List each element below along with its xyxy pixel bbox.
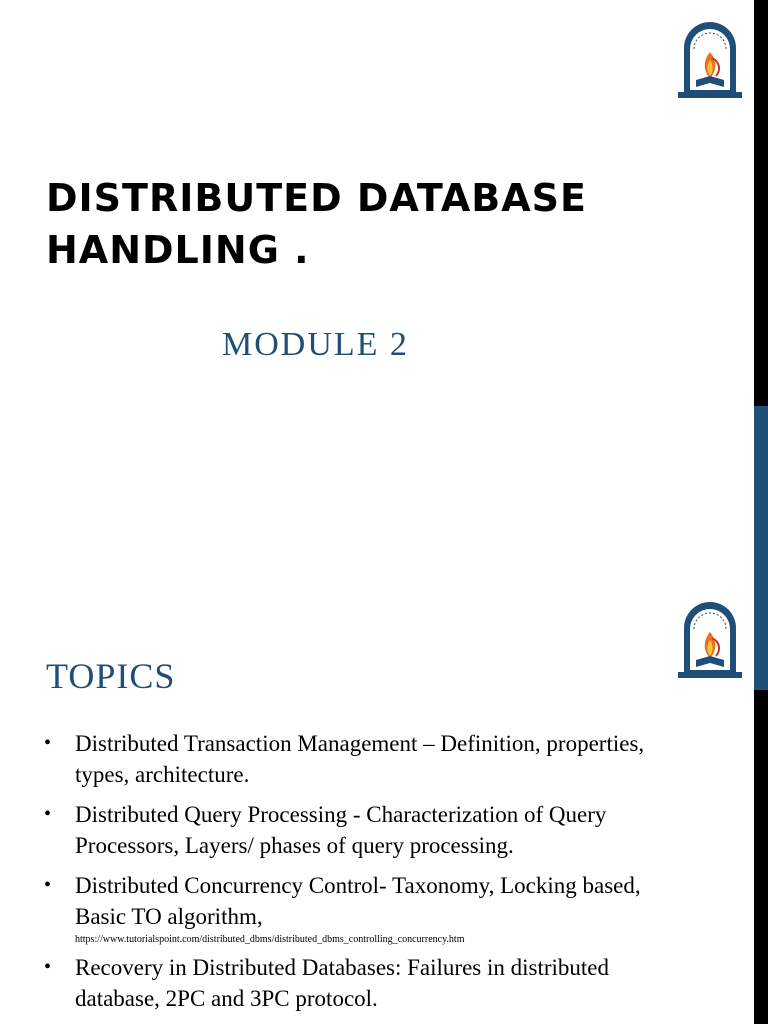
topic-text: Distributed Concurrency Control- Taxonomy, Locking based, Basic TO algorithm,: [75, 873, 641, 929]
institution-crest-icon: [676, 16, 744, 102]
bullet-icon: •: [44, 874, 52, 896]
topics-list: [44, 728, 684, 1023]
topic-reference-link[interactable]: https://www.tutorialspoint.com/distributed_dbms/distributed_dbms_controlling_concurrency.htm: [75, 934, 465, 945]
institution-crest-icon: [676, 596, 744, 682]
topic-text: Recovery in Distributed Databases: Failures in distributed database, 2PC and 3PC protocol.: [75, 955, 609, 1011]
title-line-2: HANDLING .: [46, 228, 310, 272]
slide-edge-black-lower: [754, 690, 768, 1024]
slide-edge-black: [754, 0, 768, 406]
bullet-icon: •: [44, 732, 52, 754]
slide-edge-accent: [754, 406, 768, 690]
topic-item: [44, 870, 684, 946]
title-line-1: DISTRIBUTED DATABASE: [46, 176, 587, 220]
bullet-icon: •: [44, 803, 52, 825]
topic-item: [44, 952, 684, 1014]
topic-text: Distributed Transaction Management – Definition, properties, types, architecture.: [75, 731, 645, 787]
slide-title: [46, 172, 587, 276]
topic-item: [44, 799, 684, 861]
topic-text: Distributed Query Processing - Characterization of Query Processors, Layers/ phases of query processing.: [75, 802, 607, 858]
topics-heading: TOPICS: [46, 656, 176, 696]
bullet-icon: •: [44, 956, 52, 978]
topic-item: [44, 728, 684, 790]
slide-subtitle: MODULE 2: [222, 326, 409, 363]
